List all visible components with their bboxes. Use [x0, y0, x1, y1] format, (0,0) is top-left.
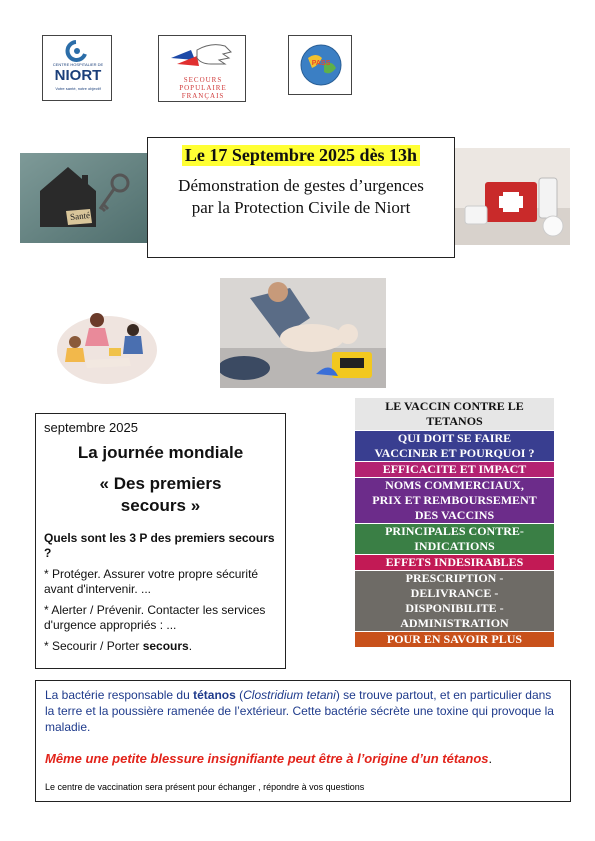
tetanus-paragraph-end: ) se trouve partout, et en particulier dans la terre et la poussière ramenée de l’extérieur. Cette bactérie sécrète une toxine qui provoque la maladie. [45, 688, 554, 734]
menu-title [355, 398, 554, 431]
info-subtitle-line2: secours » [120, 496, 201, 515]
hospital-emblem-icon [63, 40, 89, 62]
menu-item-5-line1: EFFETS INDESIRABLES [385, 555, 524, 569]
info-question: Quels sont les 3 P des premiers secours ? [44, 531, 275, 560]
menu-item-2[interactable] [355, 462, 554, 478]
info-month: septembre 2025 [44, 420, 138, 435]
menu-item-6[interactable] [355, 571, 554, 632]
info-item-alert: * Alerter / Prévenir. Contacter les services d'urgence appropriés : ... [44, 603, 266, 632]
menu-item-3-line3: DES VACCINS [414, 508, 495, 522]
house-key-photo [20, 153, 148, 243]
event-headline-box [147, 137, 455, 258]
menu-item-1-line1: QUI DOIT SE FAIRE [397, 431, 512, 445]
tetanus-warning [45, 751, 561, 766]
menu-item-6-line2: DELIVRANCE - [410, 586, 499, 600]
hospital-logo-name: NIORT [54, 67, 102, 84]
hospital-logo [42, 35, 112, 101]
info-item-rescue-bold: secours [142, 639, 189, 653]
tetanus-paragraph [45, 687, 561, 735]
info-subtitle [44, 473, 277, 517]
flying-hand-icon [167, 40, 237, 76]
menu-title-line1: LE VACCIN CONTRE LE [385, 399, 524, 413]
menu-item-3-line2: PRIX ET REMBOURSEMENT [372, 493, 537, 507]
menu-item-6-line3: DISPONIBILITE - [405, 601, 504, 615]
menu-item-3-line1: NOMS COMMERCIAUX, [385, 478, 524, 492]
first-aid-kit-photo [455, 148, 570, 245]
menu-item-7[interactable] [355, 632, 554, 648]
tetanus-paragraph-start: La bactérie responsable du [45, 688, 194, 702]
menu-items [355, 431, 554, 648]
menu-item-6-line4: ADMINISTRATION [400, 616, 509, 630]
event-date: Le 17 Septembre 2025 dès 13h [182, 145, 420, 166]
sante-tag-label: Santé [69, 209, 91, 223]
menu-item-1-line2: VACCINER ET POURQUOI ? [374, 446, 535, 460]
info-item-protect: * Protéger. Assurer votre propre sécurité avant d'intervenir. ... [44, 567, 259, 596]
cpr-training-photo [220, 278, 386, 388]
event-description [148, 175, 454, 219]
menu-item-2-line1: EFFICACITE ET IMPACT [382, 462, 527, 476]
secours-logo-line1: SECOURS [183, 76, 223, 84]
hospital-logo-line1: CENTRE HOSPITALIER DE [52, 62, 104, 67]
secours-logo-line2: POPULAIRE [179, 84, 227, 92]
first-aid-illustration [55, 300, 160, 385]
tetanus-word: tétanos [193, 688, 236, 702]
secours-logo-line3: FRANÇAIS [181, 92, 225, 100]
info-item-rescue-prefix: * Secourir / Porter [44, 639, 143, 653]
pass-logo-text: PASS [311, 60, 331, 67]
vaccination-center-note: Le centre de vaccination sera présent pour échanger , répondre à vos questions [45, 782, 365, 792]
menu-item-5[interactable] [355, 555, 554, 571]
tetanus-paragraph-paren: ( [235, 688, 244, 702]
hospital-logo-tagline: Votre santé, notre objectif [55, 86, 101, 91]
info-item-rescue [44, 639, 277, 654]
menu-item-1[interactable] [355, 431, 554, 462]
menu-item-4-line1: PRINCIPALES CONTRE- [385, 524, 524, 538]
menu-item-4[interactable] [355, 524, 554, 555]
info-subtitle-line1: « Des premiers [99, 474, 222, 493]
menu-item-6-line1: PRESCRIPTION - [405, 571, 504, 585]
tetanus-warning-period: . [488, 751, 493, 766]
pass-logo [288, 35, 352, 95]
menu-item-4-line2: INDICATIONS [414, 539, 495, 553]
bacteria-name: Clostridium tetani [243, 688, 336, 702]
secours-populaire-logo [158, 35, 246, 102]
menu-item-3[interactable] [355, 478, 554, 524]
tetanus-vaccine-menu [355, 398, 554, 648]
event-description-line2: par la Protection Civile de Niort [191, 198, 411, 217]
info-title: La journée mondiale [77, 443, 244, 462]
event-description-line1: Démonstration de gestes d’urgences [178, 176, 424, 195]
tetanus-info-box [35, 680, 571, 802]
menu-item-7-line1: POUR EN SAVOIR PLUS [386, 632, 523, 646]
menu-title-line2: TETANOS [426, 414, 483, 428]
first-aid-day-box [35, 413, 286, 669]
info-item-rescue-suffix: . [188, 639, 193, 653]
tetanus-warning-text: Même une petite blessure insignifiante peut être à l’origine d’un tétanos [45, 751, 489, 766]
